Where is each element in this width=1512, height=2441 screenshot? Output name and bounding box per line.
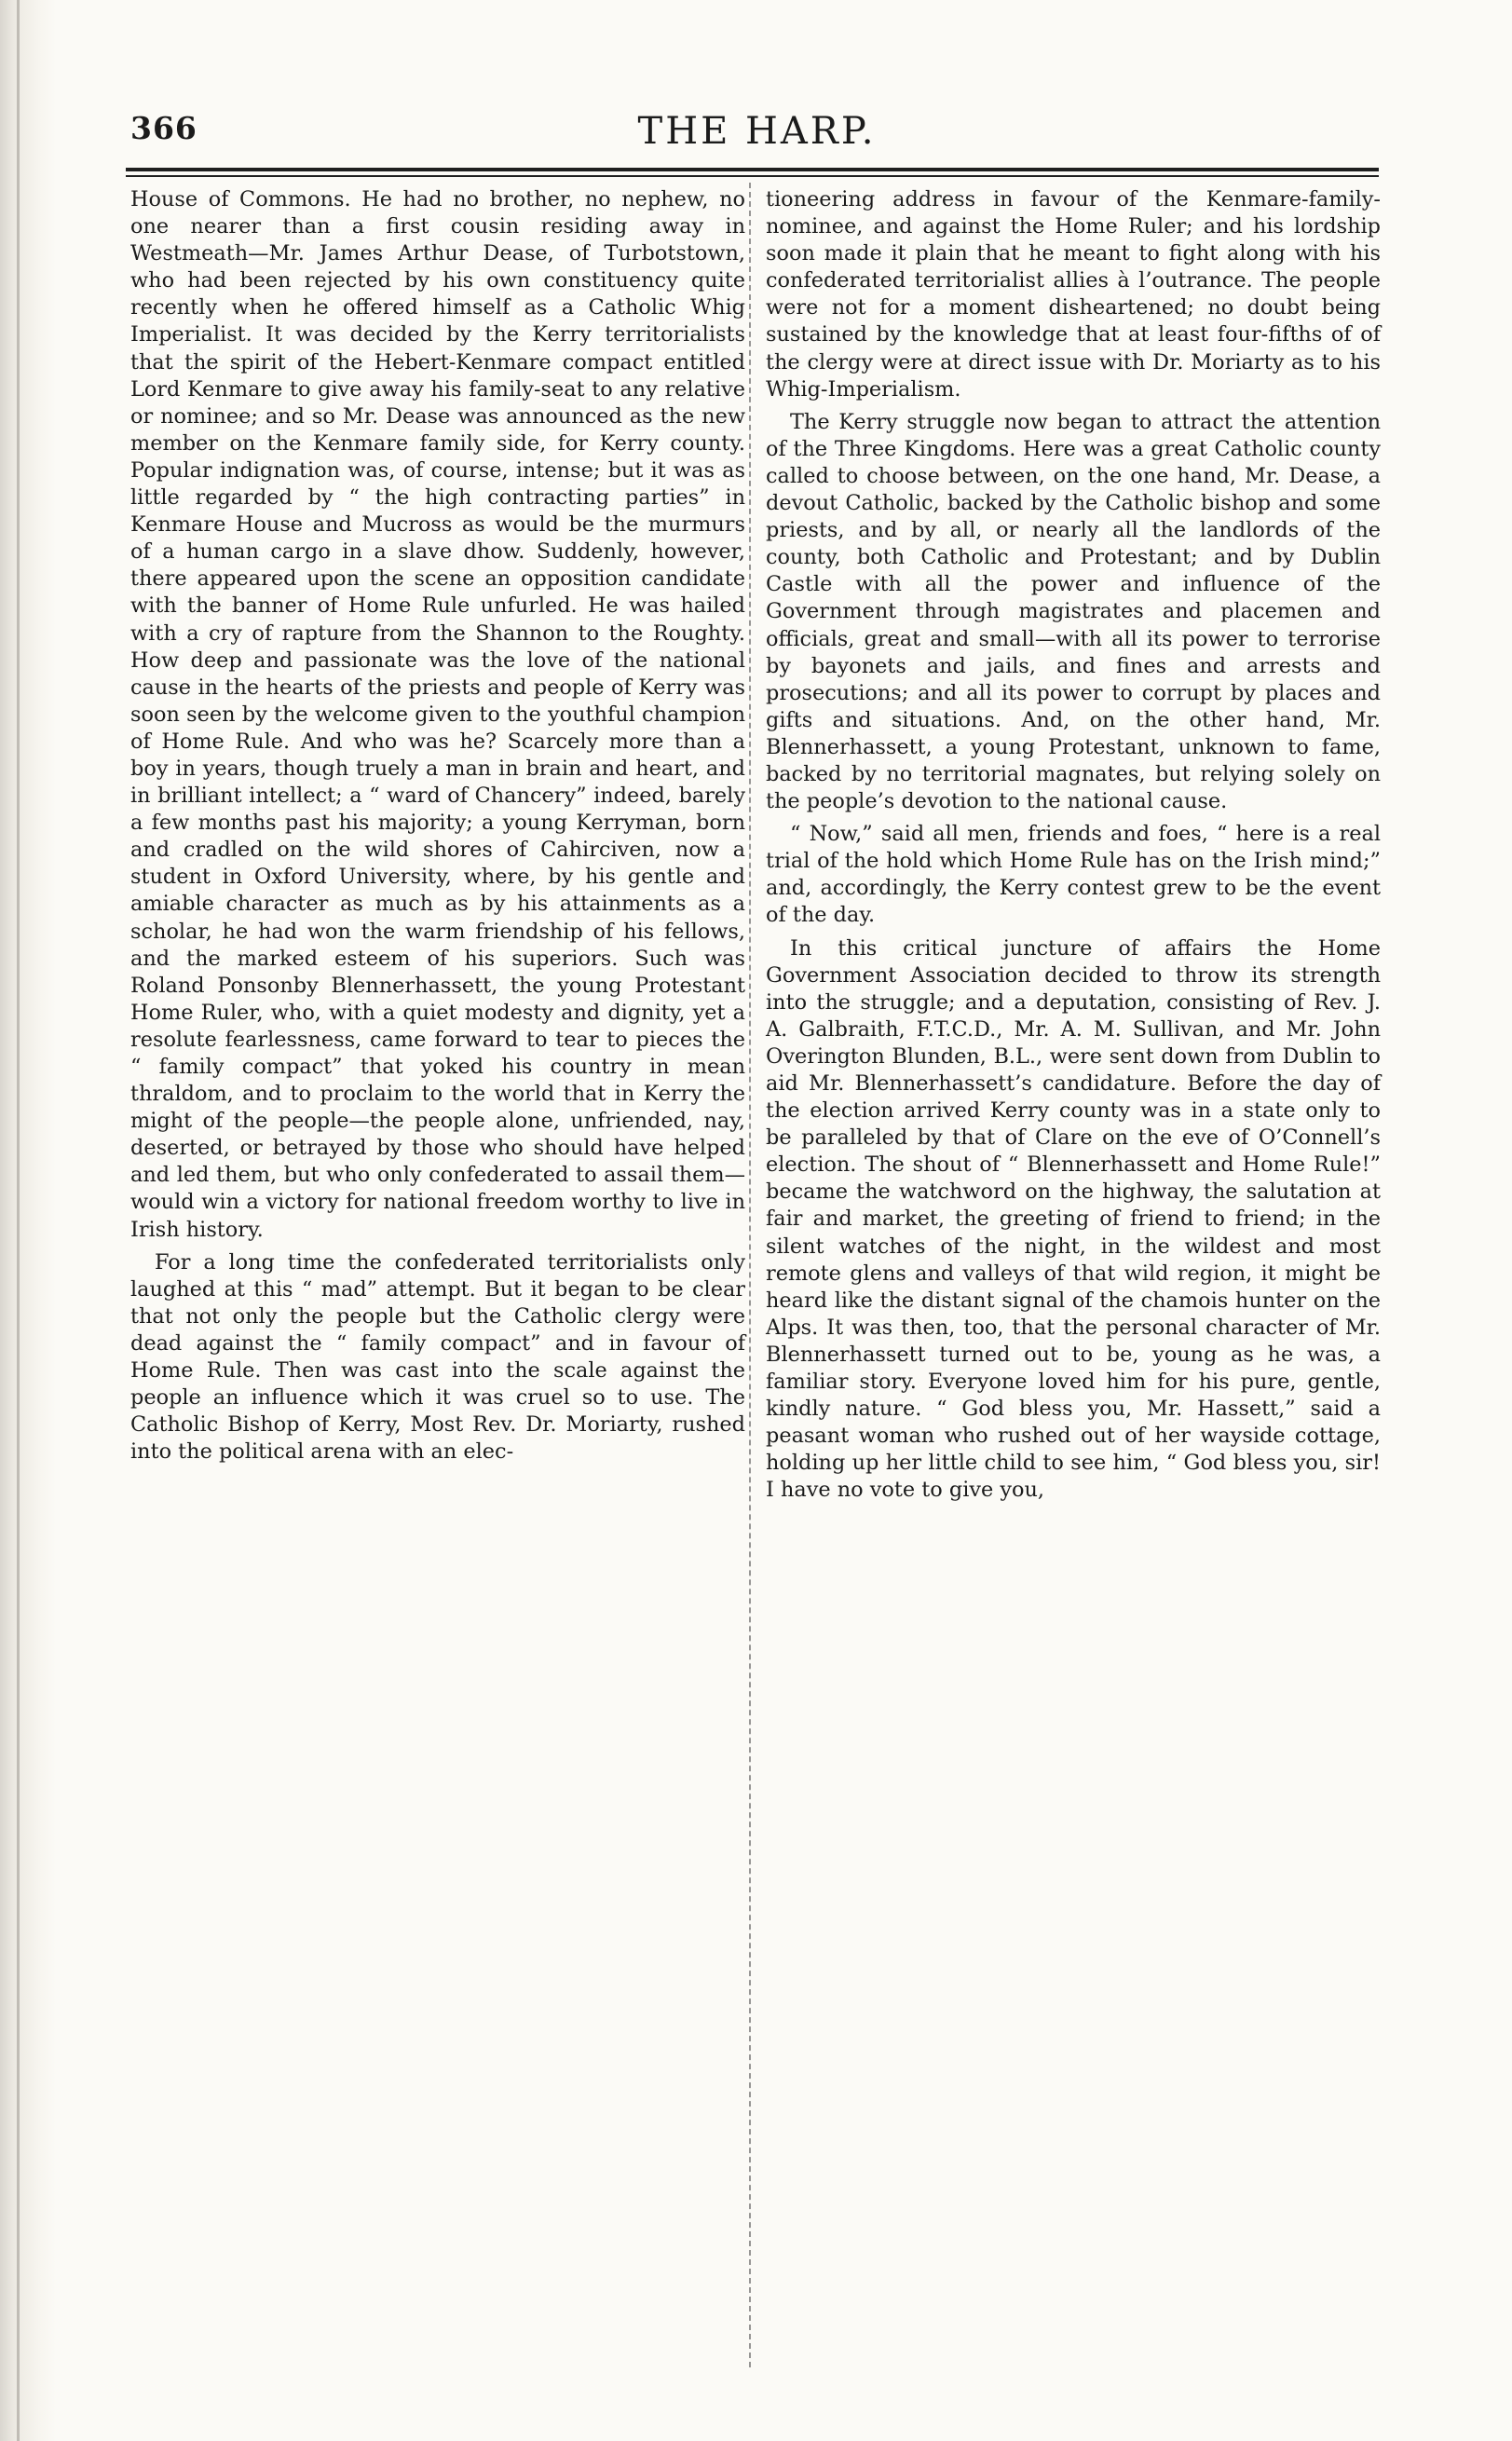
paragraph: The Kerry struggle now began to attract the attention of the Three Kingdoms. Here was a great Catholic county called to choose between, on the one hand, Mr. Dease, a devout Catholic, backed by the Catholic bishop and some priests, and by all, or nearly all the landlords of the county, both Catholic and Protestant; and by Dublin Castle with all the power and influence of the Government through magistrates and placemen and officials, great and small—with all its power to terrorise by bayonets and jails, and fines and arrests and prosecutions; and all its power to corrupt by places and gifts and situations. And, on the other hand, Mr. Blennerhassett, a young Protestant, unknown to fame, backed by no territorial magnates, but relying solely on the people’s devotion to the national cause. [766, 409, 1381, 814]
header-rule-thick [126, 168, 1379, 171]
column-divider [749, 183, 751, 2367]
left-column [130, 186, 745, 1466]
running-title: THE HARP. [637, 110, 877, 153]
header-rule-thin [126, 175, 1379, 177]
paragraph: “ Now,” said all men, friends and foes, “ here is a real trial of the hold which Home Rule has on the Irish mind;” and, accordingly, the Kerry contest grew to be the event of the day. [766, 822, 1381, 928]
paragraph: House of Commons. He had no brother, no nephew, no one nearer than a first cousin residing away in Westmeath—Mr. James Arthur Dease, of Turbotstown, who had been rejected by his own constituency quite recently when he offered himself as a Catholic Whig Imperialist. It was decided by the Kerry territorialists that the spirit of the Hebert-Kenmare compact entitled Lord Kenmare to give away his family-seat to any relative or nominee; and so Mr. Dease was announced as the new member on the Kenmare family side, for Kerry county. Popular indignation was, of course, intense; but it was as little regarded by “ the high contracting parties” in Kenmare House and Mucross as would be the murmurs of a human cargo in a slave dhow. Suddenly, however, there appeared upon the scene an opposition candidate with the banner of Home Rule unfurled. He was hailed with a cry of rapture from the Shannon to the Roughty. How deep and passionate was the love of the national cause in the hearts of the priests and people of Kerry was soon seen by the welcome given to the youthful champion of Home Rule. And who was he? Scarcely more than a boy in years, though truely a man in brain and heart, and in brilliant intellect; a “ ward of Chancery” indeed, barely a few months past his majority; a young Kerryman, born and cradled on the wild shores of Cahirciven, now a student in Oxford University, where, by his gentle and amiable character as much as by his attainments as a scholar, he had won the warm friendship of his fellows, and the marked esteem of his superiors. Such was Roland Ponsonby Blennerhassett, the young Protestant Home Ruler, who, with a quiet modesty and dignity, yet a resolute fearlessness, came forward to tear to pieces the “ family compact” that yoked his country in mean thraldom, and to proclaim to the world that in Kerry the might of the people—the people alone, unfriended, nay, deserted, or betrayed by those who should have helped and led them, but who only confederated to assail them—would win a victory for national freedom worthy to live in Irish history. [130, 187, 745, 1242]
page-header [130, 110, 1383, 162]
page-number: 366 [130, 110, 198, 146]
binding-edge [17, 0, 20, 2441]
right-column [766, 186, 1381, 1505]
paragraph: For a long time the confederated territorialists only laughed at this “ mad” attempt. But it began to be clear that not only the people but the Catholic clergy were dead against the “ family compact” and in favour of Home Rule. Then was cast into the scale against the people an influence which it was cruel so to use. The Catholic Bishop of Kerry, Most Rev. Dr. Moriarty, rushed into the political arena with an elec- [130, 1249, 745, 1465]
paragraph: tioneering address in favour of the Kenmare-family-nominee, and against the Home Ruler; and his lordship soon made it plain that he meant to fight along with his confederated territorialist allies à l’outrance. The people were not for a moment disheartened; no doubt being sustained by the knowledge that at least four-fifths of of the clergy were at direct issue with Dr. Moriarty as to his Whig-Imperialism. [766, 187, 1381, 402]
binding-shadow [0, 0, 56, 2441]
paragraph: In this critical juncture of affairs the Home Government Association decided to throw its strength into the struggle; and a deputation, consisting of Rev. J. A. Galbraith, F.T.C.D., Mr. A. M. Sullivan, and Mr. John Overington Blunden, B.L., were sent down from Dublin to aid Mr. Blennerhassett’s candidature. Before the day of the election arrived Kerry county was in a state only to be paralleled by that of Clare on the eve of O’Connell’s election. The shout of “ Blennerhassett and Home Rule!” became the watchword on the highway, the salutation at fair and market, the greeting of friend to friend; in the silent watches of the night, in the wildest and most remote glens and valleys of that wild region, it might be heard like the distant signal of the chamois hunter on the Alps. It was then, too, that the personal character of Mr. Blennerhassett turned out to be, young as he was, a familiar story. Everyone loved him for his pure, gentle, kindly nature. “ God bless you, Mr. Hassett,” said a peasant woman who rushed out of her wayside cottage, holding up her little child to see him, “ God bless you, sir! I have no vote to give you, [766, 935, 1381, 1503]
